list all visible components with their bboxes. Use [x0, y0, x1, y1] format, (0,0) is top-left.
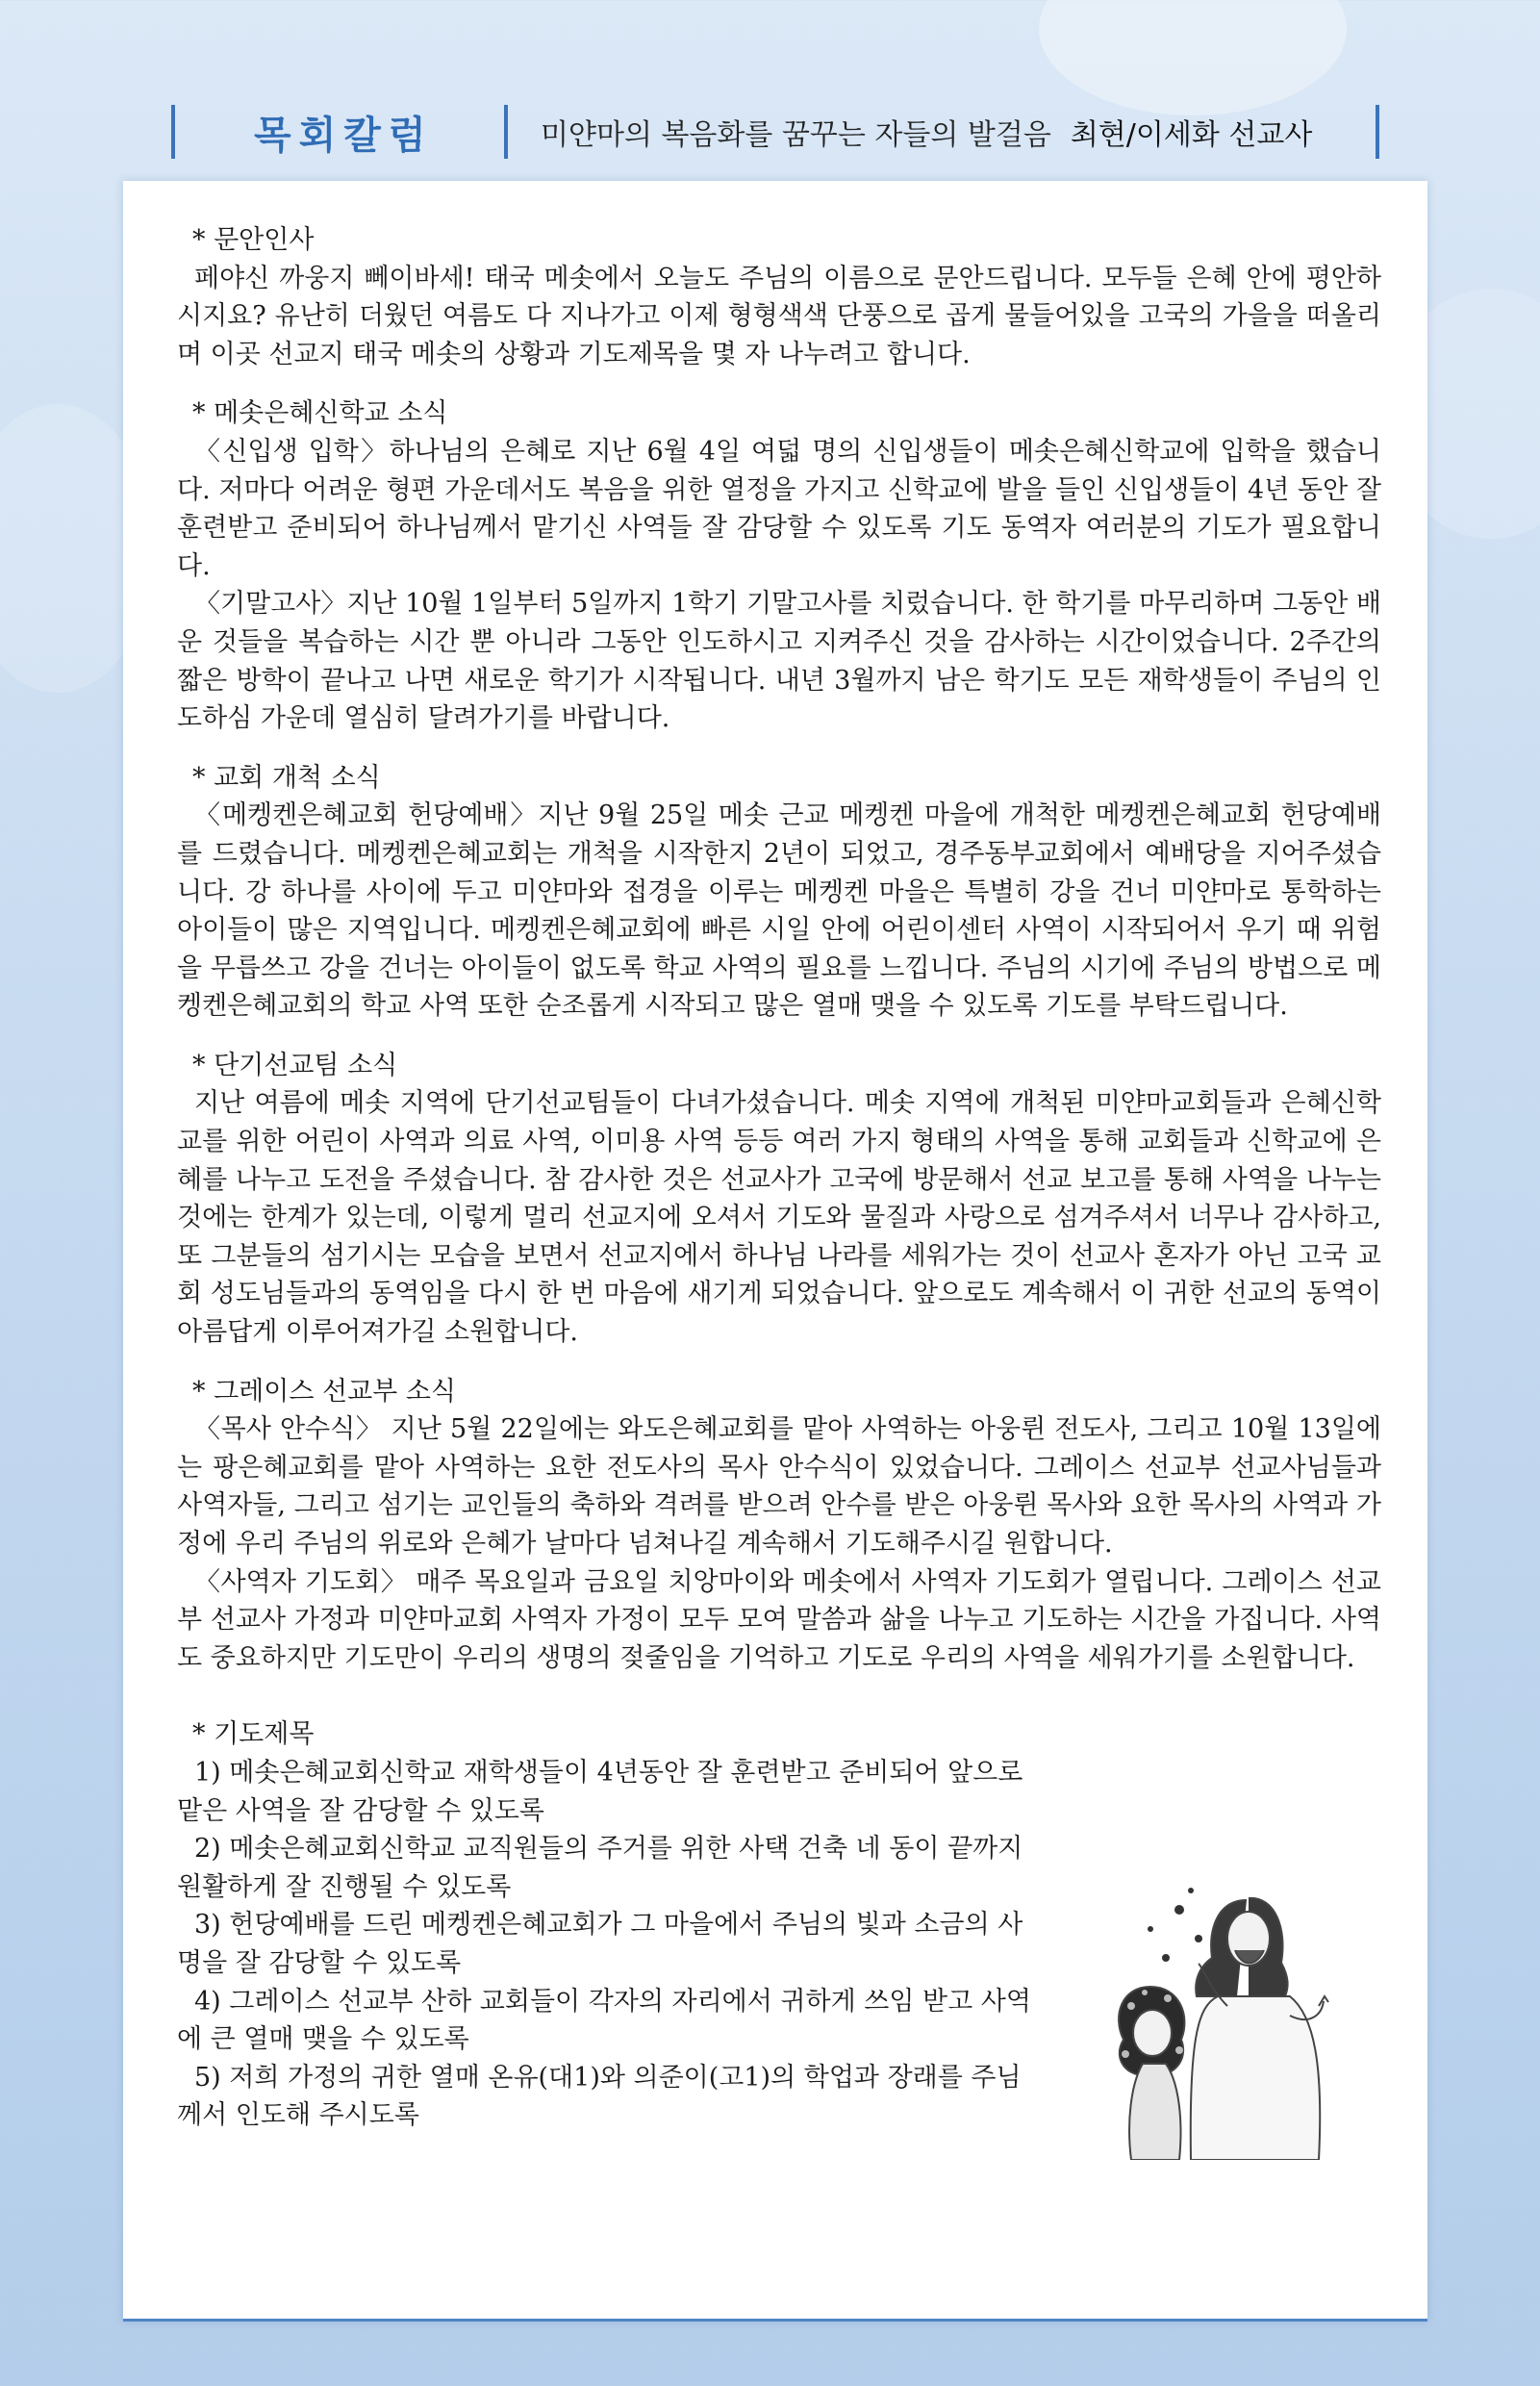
paragraph: 〈목사 안수식〉 지난 5월 22일에는 와도은혜교회를 맡아 사역하는 아웅륀 전도사, 그리고 10월 13일에는 팡은혜교회를 맡아 사역하는 요한 전도사의 목사 안수식이 있었습니다. 그레이스 선교부 선교사님들과 사역자들, 그리고 섬기는 교인들의 축하와 격려를 받으려 안수를 받은 아웅륀 목사와 요한 목사의 사역과 가정에 우리 주님의 위로와 은혜가 날마다 넘쳐나길 계속해서 기도해주시길 원합니다.: [177, 1414, 1381, 1559]
authors: 최현/이세화 선교사: [1070, 118, 1313, 152]
section-heading: * 그레이스 선교부 소식: [192, 1376, 456, 1407]
column-subtitle: [541, 111, 1376, 153]
paragraph: 〈메켕켄은혜교회 헌당예배〉지난 9월 25일 메솟 근교 메켕켄 마을에 개척한 메켕켄은혜교회 헌당예배를 드렸습니다. 메켕켄은혜교회는 개척을 시작한지 2년이 되었고, 경주동부교회에서 예배당을 지어주셨습니다. 강 하나를 사이에 두고 미얀마와 접경을 이루는 메켕켄 마을은 특별히 강을 건너 미얀마로 통학하는 아이들이 많은 지역입니다. 메켕켄은혜교회에 빠른 시일 안에 어린이센터 사역이 시작되어서 우기 때 위험을 무릅쓰고 강을 건너는 아이들이 없도록 학교 사역의 필요를 느낍니다. 주님의 시기에 주님의 방법으로 메켕켄은혜교회의 학교 사역 또한 순조롭게 시작되고 많은 열매 맺을 수 있도록 기도를 부탁드립니다.: [177, 800, 1381, 1022]
paragraph: 페야신 까웅지 뻬이바세! 태국 메솟에서 오늘도 주님의 이름으로 문안드립니다. 모두들 은혜 안에 평안하시지요? 유난히 더웠던 여름도 다 지나가고 이제 형형색색 단풍으로 곱게 물들어있을 고국의 가을을 떠올리며 이곳 선교지 태국 메솟의 상황과 기도제목을 몇 자 나누려고 합니다.: [177, 263, 1381, 369]
background-petal: [1039, 0, 1347, 115]
section-seminary-news: [177, 394, 1381, 737]
section-heading: * 교회 개척 소식: [192, 762, 381, 793]
subtitle-text: 미얀마의 복음화를 꿈꾸는 자들의 발걸음: [541, 118, 1051, 152]
section-heading: * 메솟은혜신학교 소식: [192, 398, 448, 429]
paragraph: 지난 여름에 메솟 지역에 단기선교팀들이 다녀가셨습니다. 메솟 지역에 개척된 미얀마교회들과 은혜신학교를 위한 어린이 사역과 의료 사역, 이미용 사역 등등 여러 가지 형태의 사역을 통해 교회들과 신학교에 은혜를 나누고 도전을 주셨습니다. 참 감사한 것은 선교사가 고국에 방문해서 선교 보고를 통해 사역을 나누는 것에는 한계가 있는데, 이렇게 멀리 선교지에 오셔서 기도와 물질과 사랑으로 섬겨주셔서 너무나 감사하고, 또 그분들의 섬기시는 모습을 보면서 선교지에서 하나님 나라를 세워가는 것이 선교사 혼자가 아닌 고국 교회 성도님들과의 동역임을 다시 한 번 마음에 새기게 되었습니다. 앞으로도 계속해서 이 귀한 선교의 동역이 아름답게 이루어져가길 소원합니다.: [177, 1088, 1381, 1348]
section-grace-mission: [177, 1373, 1381, 1678]
header-divider: [1376, 105, 1379, 159]
section-heading: * 기도제목: [192, 1719, 315, 1750]
prayer-item: 2) 메솟은혜교회신학교 교직원들의 주거를 위한 사택 건축 네 동이 끝까지 원활하게 잘 진행될 수 있도록: [177, 1834, 1023, 1902]
paragraph: 〈기말고사〉지난 10월 1일부터 5일까지 1학기 기말고사를 치렀습니다. 한 학기를 마무리하며 그동안 배운 것들을 복습하는 시간 뿐 아니라 그동안 인도하시고 지켜주신 것을 감사하는 시간이었습니다. 2주간의 짧은 방학이 끝나고 나면 새로운 학기가 시작됩니다. 내년 3월까지 남은 학기도 모든 재학생들이 주님의 인도하심 가운데 열심히 달려가기를 바랍니다.: [177, 589, 1381, 734]
prayer-item: 1) 메솟은혜교회신학교 재학생들이 4년동안 잘 훈련받고 준비되어 앞으로 맡은 사역을 잘 감당할 수 있도록: [177, 1757, 1023, 1826]
section-heading: * 문안인사: [192, 225, 315, 255]
paragraph: 〈사역자 기도회〉 매주 목요일과 금요일 치앙마이와 메솟에서 사역자 기도회가 열립니다. 그레이스 선교부 선교사 가정과 미얀마교회 사역자 가정이 모두 모여 말씀과 삶을 나누고 기도하는 시간을 가집니다. 사역도 중요하지만 기도만이 우리의 생명의 젖줄임을 기억하고 기도로 우리의 사역을 세워가기를 소원합니다.: [177, 1566, 1381, 1673]
section-church-planting: [177, 759, 1381, 1026]
header-divider: [504, 105, 508, 159]
prayer-item: 3) 헌당예배를 드린 메켕켄은혜교회가 그 마을에서 주님의 빛과 소금의 사명을 잘 감당할 수 있도록: [177, 1910, 1023, 1978]
prayer-item: 4) 그레이스 선교부 산하 교회들이 각자의 자리에서 귀하게 쓰임 받고 사역에 큰 열매 맺을 수 있도록: [177, 1986, 1031, 2055]
article-body: [177, 221, 1381, 2135]
column-header: [171, 100, 1379, 164]
section-short-term-team: [177, 1047, 1381, 1352]
section-greeting: [177, 221, 1381, 373]
paragraph: 〈신입생 입학〉하나님의 은혜로 지난 6월 4일 여덟 명의 신입생들이 메솟은혜신학교에 입학을 했습니다. 저마다 어려운 형편 가운데서도 복음을 위한 열정을 가지고 신학교에 발을 들인 신입생들이 4년 동안 잘 훈련받고 준비되어 하나님께서 맡기신 사역들 잘 감당할 수 있도록 기도 동역자 여러분의 기도가 필요합니다.: [177, 436, 1381, 581]
header-divider: [171, 105, 175, 159]
prayer-item: 5) 저희 가정의 귀한 열매 온유(대1)와 의준이(고1)의 학업과 장래를 주님께서 인도해 주시도록: [177, 2062, 1022, 2131]
column-title: 목회칼럼: [254, 113, 434, 158]
jesus-and-child-illustration: [1083, 1871, 1372, 2160]
section-heading: * 단기선교팀 소식: [192, 1050, 398, 1080]
section-prayer-requests: [177, 1715, 1043, 2135]
